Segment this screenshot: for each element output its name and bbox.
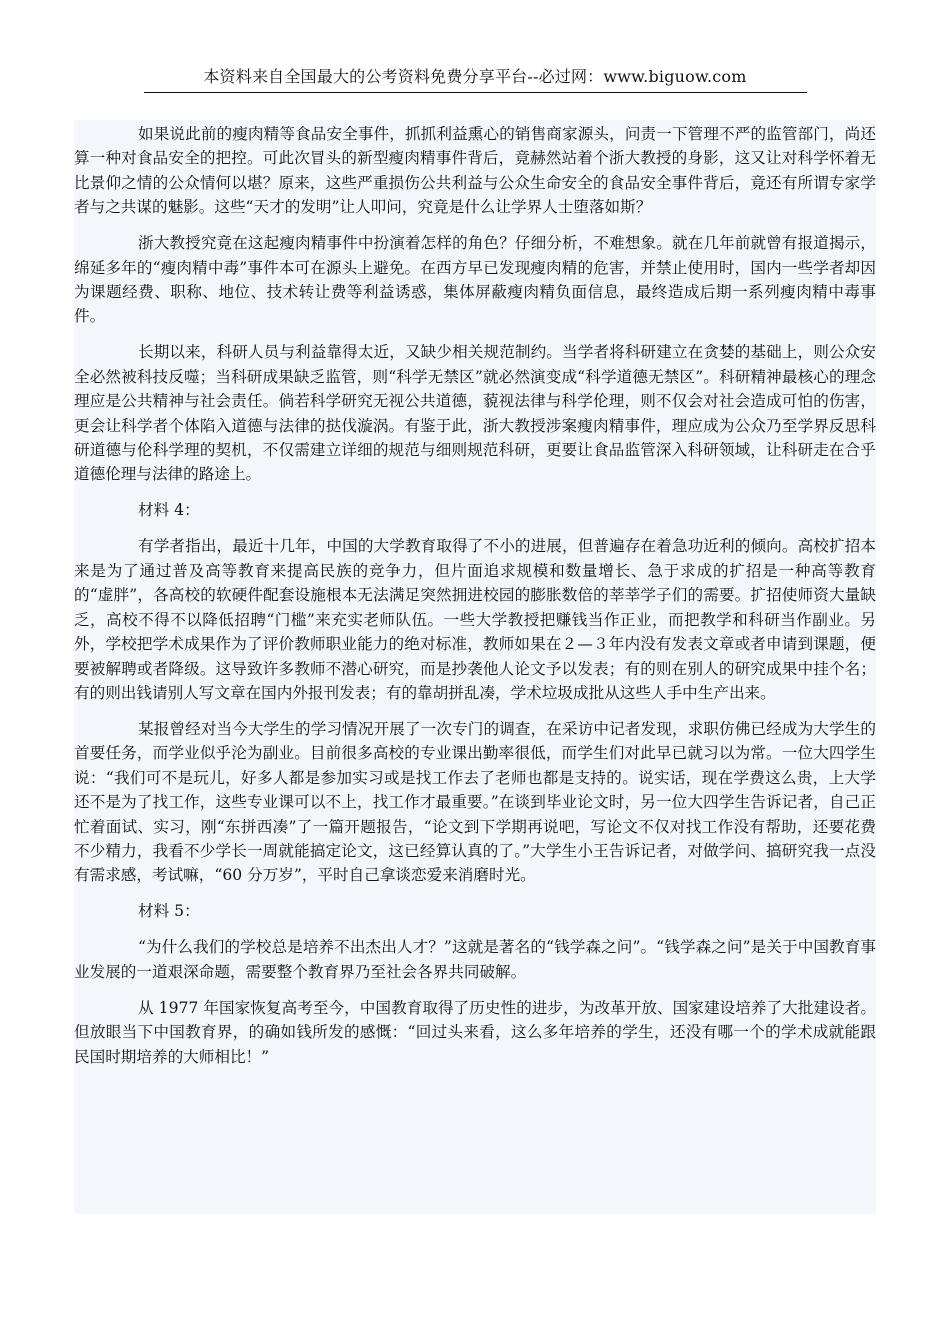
- paragraph-7: 从 1977 年国家恢复高考至今，中国教育取得了历史性的进步，为改革开放、国家建设培养了大批建设者。但放眼当下中国教育界，的确如钱所发的感慨：“回过头来看，这么多年培养的学生，还没有哪一个的学术成就能跟民国时期培养的大师相比！”: [74, 998, 876, 1066]
- header-divider: [144, 92, 807, 93]
- paragraph-3: 长期以来，科研人员与利益靠得太近，又缺少相关规范制约。当学者将科研建立在贪婪的基础上，则公众安全必然被科技反噬；当科研成果缺乏监管，则“科学无禁区”就必然演变成“科学道德无禁区”。科研精神最核心的理念理应是公共精神与社会责任。倘若科学研究无视公共道德，藐视法律与科学伦理，则不仅会对社会造成可怕的伤害，更会让科学者个体陷入道德与法律的挞伐漩涡。有鉴于此，浙大教授涉案瘦肉精事件，理应成为公众乃至学界反思科研道德与伦科学理的契机，不仅需建立详细的规范与细则规范科研，更要让食品监管深入科研领域，让科研走在合乎道德伦理与法律的路途上。: [74, 343, 876, 484]
- paragraph-5: 某报曾经对当今大学生的学习情况开展了一次专门的调查，在采访中记者发现，求职仿佛已经成为大学生的首要任务，而学业似乎沦为副业。目前很多高校的专业课出勤率很低，而学生们对此早已就习以为常。一位大四学生说：“我们可不是玩儿，好多人都是参加实习或是找工作去了老师也都是支持的。说实话，现在学费这么贵，上大学还不是为了找工作，这些专业课可以不上，找工作才最重要。”在谈到毕业论文时，另一位大四学生告诉记者，自己正忙着面试、实习，刚“东拼西凑”了一篇开题报告，“论文到下学期再说吧，写论文不仅对找工作没有帮助，还要花费不少精力，我看不少学长一周就能搞定论文，这已经算认真的了。”大学生小王告诉记者，对做学问、搞研究我一点没有需求感，考试嘛，“60 分万岁”，平时自己拿谈恋爱来消磨时光。: [74, 719, 876, 885]
- paragraph-2: 浙大教授究竟在这起瘦肉精事件中扮演着怎样的角色？仔细分析，不难想象。就在几年前就曾有报道揭示，绵延多年的“瘦肉精中毒”事件本可在源头上避免。在西方早已发现瘦肉精的危害，并禁止使用时，国内一些学者却因为课题经费、职称、地位、技术转让费等利益诱惑，集体屏蔽瘦肉精负面信息，最终造成后期一系列瘦肉精中毒事件。: [74, 234, 876, 326]
- page-header: 本资料来自全国最大的公考资料免费分享平台--必过网：www.biguow.com: [203, 67, 747, 86]
- paragraph-1: 如果说此前的瘦肉精等食品安全事件，抓抓利益熏心的销售商家源头，问责一下管理不严的监管部门，尚还算一种对食品安全的把控。可此次冒头的新型瘦肉精事件背后，竟赫然站着个浙大教授的身影，这又让对科学怀着无比景仰之情的公众情何以堪？原来，这些严重损伤公共利益与公众生命安全的食品安全事件背后，竟还有所谓专家学者与之共谋的魅影。这些“天才的发明”让人叩问，究竟是什么让学界人士堕落如斯？: [74, 125, 876, 217]
- paragraph-6: “为什么我们的学校总是培养不出杰出人才？”这就是著名的“钱学森之问”。“钱学森之问”是关于中国教育事业发展的一道艰深命题，需要整个教育界乃至社会各界共同破解。: [74, 938, 876, 981]
- material-4-heading: 材料 4：: [138, 501, 200, 520]
- document-body: [74, 120, 876, 1214]
- material-5-heading: 材料 5：: [138, 902, 200, 921]
- paragraph-4: 有学者指出，最近十几年，中国的大学教育取得了不小的进展，但普遍存在着急功近利的倾向。高校扩招本来是为了通过普及高等教育来提高民族的竞争力，但片面追求规模和数量增长、急于求成的扩招是一种高等教育的“虚胖”，各高校的软硬件配套设施根本无法满足突然拥进校园的膨胀数倍的莘莘学子们的需要。扩招使师资大量缺乏，高校不得不以降低招聘“门槛”来充实老师队伍。一些大学教授把赚钱当作正业，而把教学和科研当作副业。另外，学校把学术成果作为了评价教师职业能力的绝对标准，教师如果在２—３年内没有发表文章或者申请到课题，便要被解聘或者降级。这导致许多教师不潜心研究，而是抄袭他人论文予以发表；有的则在别人的研究成果中挂个名；有的则出钱请别人写文章在国内外报刊发表；有的靠胡拼乱凑，学术垃圾成批从这些人手中生产出来。: [74, 537, 876, 702]
